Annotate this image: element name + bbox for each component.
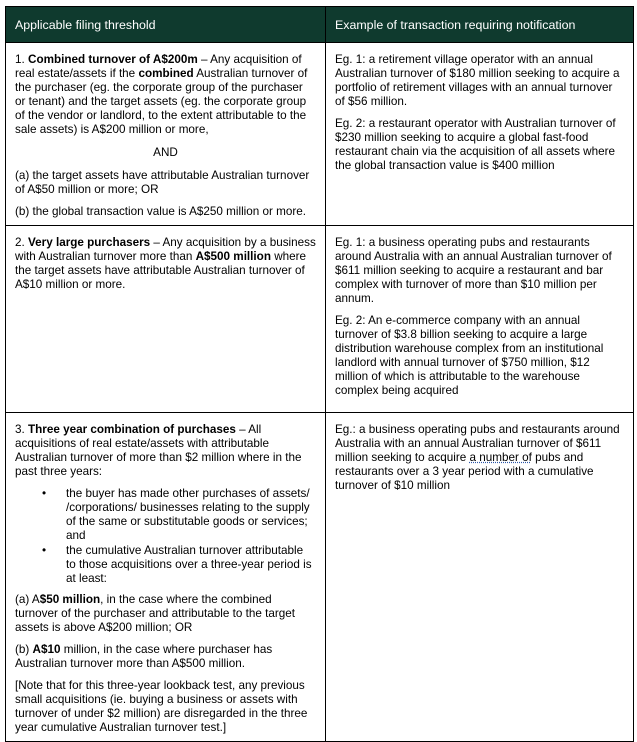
header-threshold: Applicable filing threshold — [6, 7, 326, 43]
example-2-1: Eg. 1: a business operating pubs and restaurants around Australia with an annual Australian turnover of $611 million seeking to acquire a restaurant and bar complex with turnover of more than $10 million per annum. — [335, 236, 612, 305]
table-row — [6, 43, 634, 226]
lookback-note: [Note that for this three-year lookback test, any previous small acquisitions (ie. buying a business or assets with turnover of under $2 million) are disregarded in the three year cumulative Australian turnover test.] — [15, 679, 308, 734]
criteria-list — [15, 487, 316, 586]
condition-a: (a) A$50 million, in the case where the combined turnover of the purchaser and attributable to the target assets is above A$200 million; OR — [15, 593, 296, 634]
filing-threshold-table — [5, 6, 634, 742]
threshold-cell-2 — [6, 226, 326, 413]
condition-a: (a) the target assets have attributable Australian turnover of A$50 million or more; OR — [15, 169, 310, 196]
list-item: • the cumulative Australian turnover attributable to those acquisitions over a three-year period is at least: — [42, 544, 312, 585]
threshold-2-description: 2. Very large purchasers – Any acquisition by a business with Australian turnover more than A$500 million where the target assets have attributable Australian turnover of A$10 million or more. — [15, 236, 316, 291]
list-item: • the buyer has made other purchases of assets/ /corporations/ businesses relating to the supply of the same or substitutable goods or services; and — [42, 487, 310, 542]
example-cell-1 — [326, 43, 634, 226]
threshold-2-title: Very large purchasers — [28, 236, 151, 249]
condition-b: (b) the global transaction value is A$250 million or more. — [15, 205, 307, 218]
table-row — [6, 226, 634, 413]
threshold-1-title: Combined turnover of A$200m — [28, 53, 198, 66]
example-cell-2 — [326, 226, 634, 413]
bullet-icon: • — [42, 544, 47, 557]
threshold-3-description: 3. Three year combination of purchases – All acquisitions of real estate/assets with attributable Australian turnover of more than $2 million where in the past three years: — [15, 423, 302, 478]
header-example: Example of transaction requiring notification — [326, 7, 634, 43]
table-header-row — [6, 7, 634, 43]
threshold-1-description: 1. Combined turnover of A$200m – Any acquisition of real estate/assets if the combined Australian turnover of the purchaser (eg. the corporate group of the purchaser or tenant) and the target assets (eg. the corporate group of the vendor or landlord, to the extent attributable to the sale assets) is A$200 million or more, — [15, 53, 308, 136]
example-cell-3 — [326, 413, 634, 742]
example-1-1: Eg. 1: a retirement village operator with an annual Australian turnover of $180 million seeking to acquire a portfolio of retirement villages with an annual turnover of $56 million. — [335, 53, 620, 108]
bullet-icon: • — [42, 487, 47, 500]
example-1-2: Eg. 2: a restaurant operator with Australian turnover of $230 million seeking to acquire a global fast-food restaurant chain via the acquisition of all assets where the global transaction value is $400 million — [335, 117, 616, 172]
table-row — [6, 413, 634, 742]
threshold-cell-3 — [6, 413, 326, 742]
threshold-cell-1 — [6, 43, 326, 226]
threshold-3-title: Three year combination of purchases — [28, 423, 236, 436]
and-connector: AND — [153, 146, 178, 159]
condition-b: (b) A$10 million, in the case where purchaser has Australian turnover more than A$500 million. — [15, 643, 273, 670]
example-2-2: Eg. 2: An e-commerce company with an annual turnover of $3.8 billion seeking to acquire a large distribution warehouse complex from an institutional landlord with annual turnover of $750 million, $12 million of which is attributable to the warehouse complex being acquired — [335, 314, 604, 397]
example-3-1: Eg.: a business operating pubs and restaurants around Australia with an annual Australian turnover of $611 million seeking to acquire a number of pubs and restaurants over a 3 year period with a cumulative turnover of $10 million — [335, 423, 620, 492]
